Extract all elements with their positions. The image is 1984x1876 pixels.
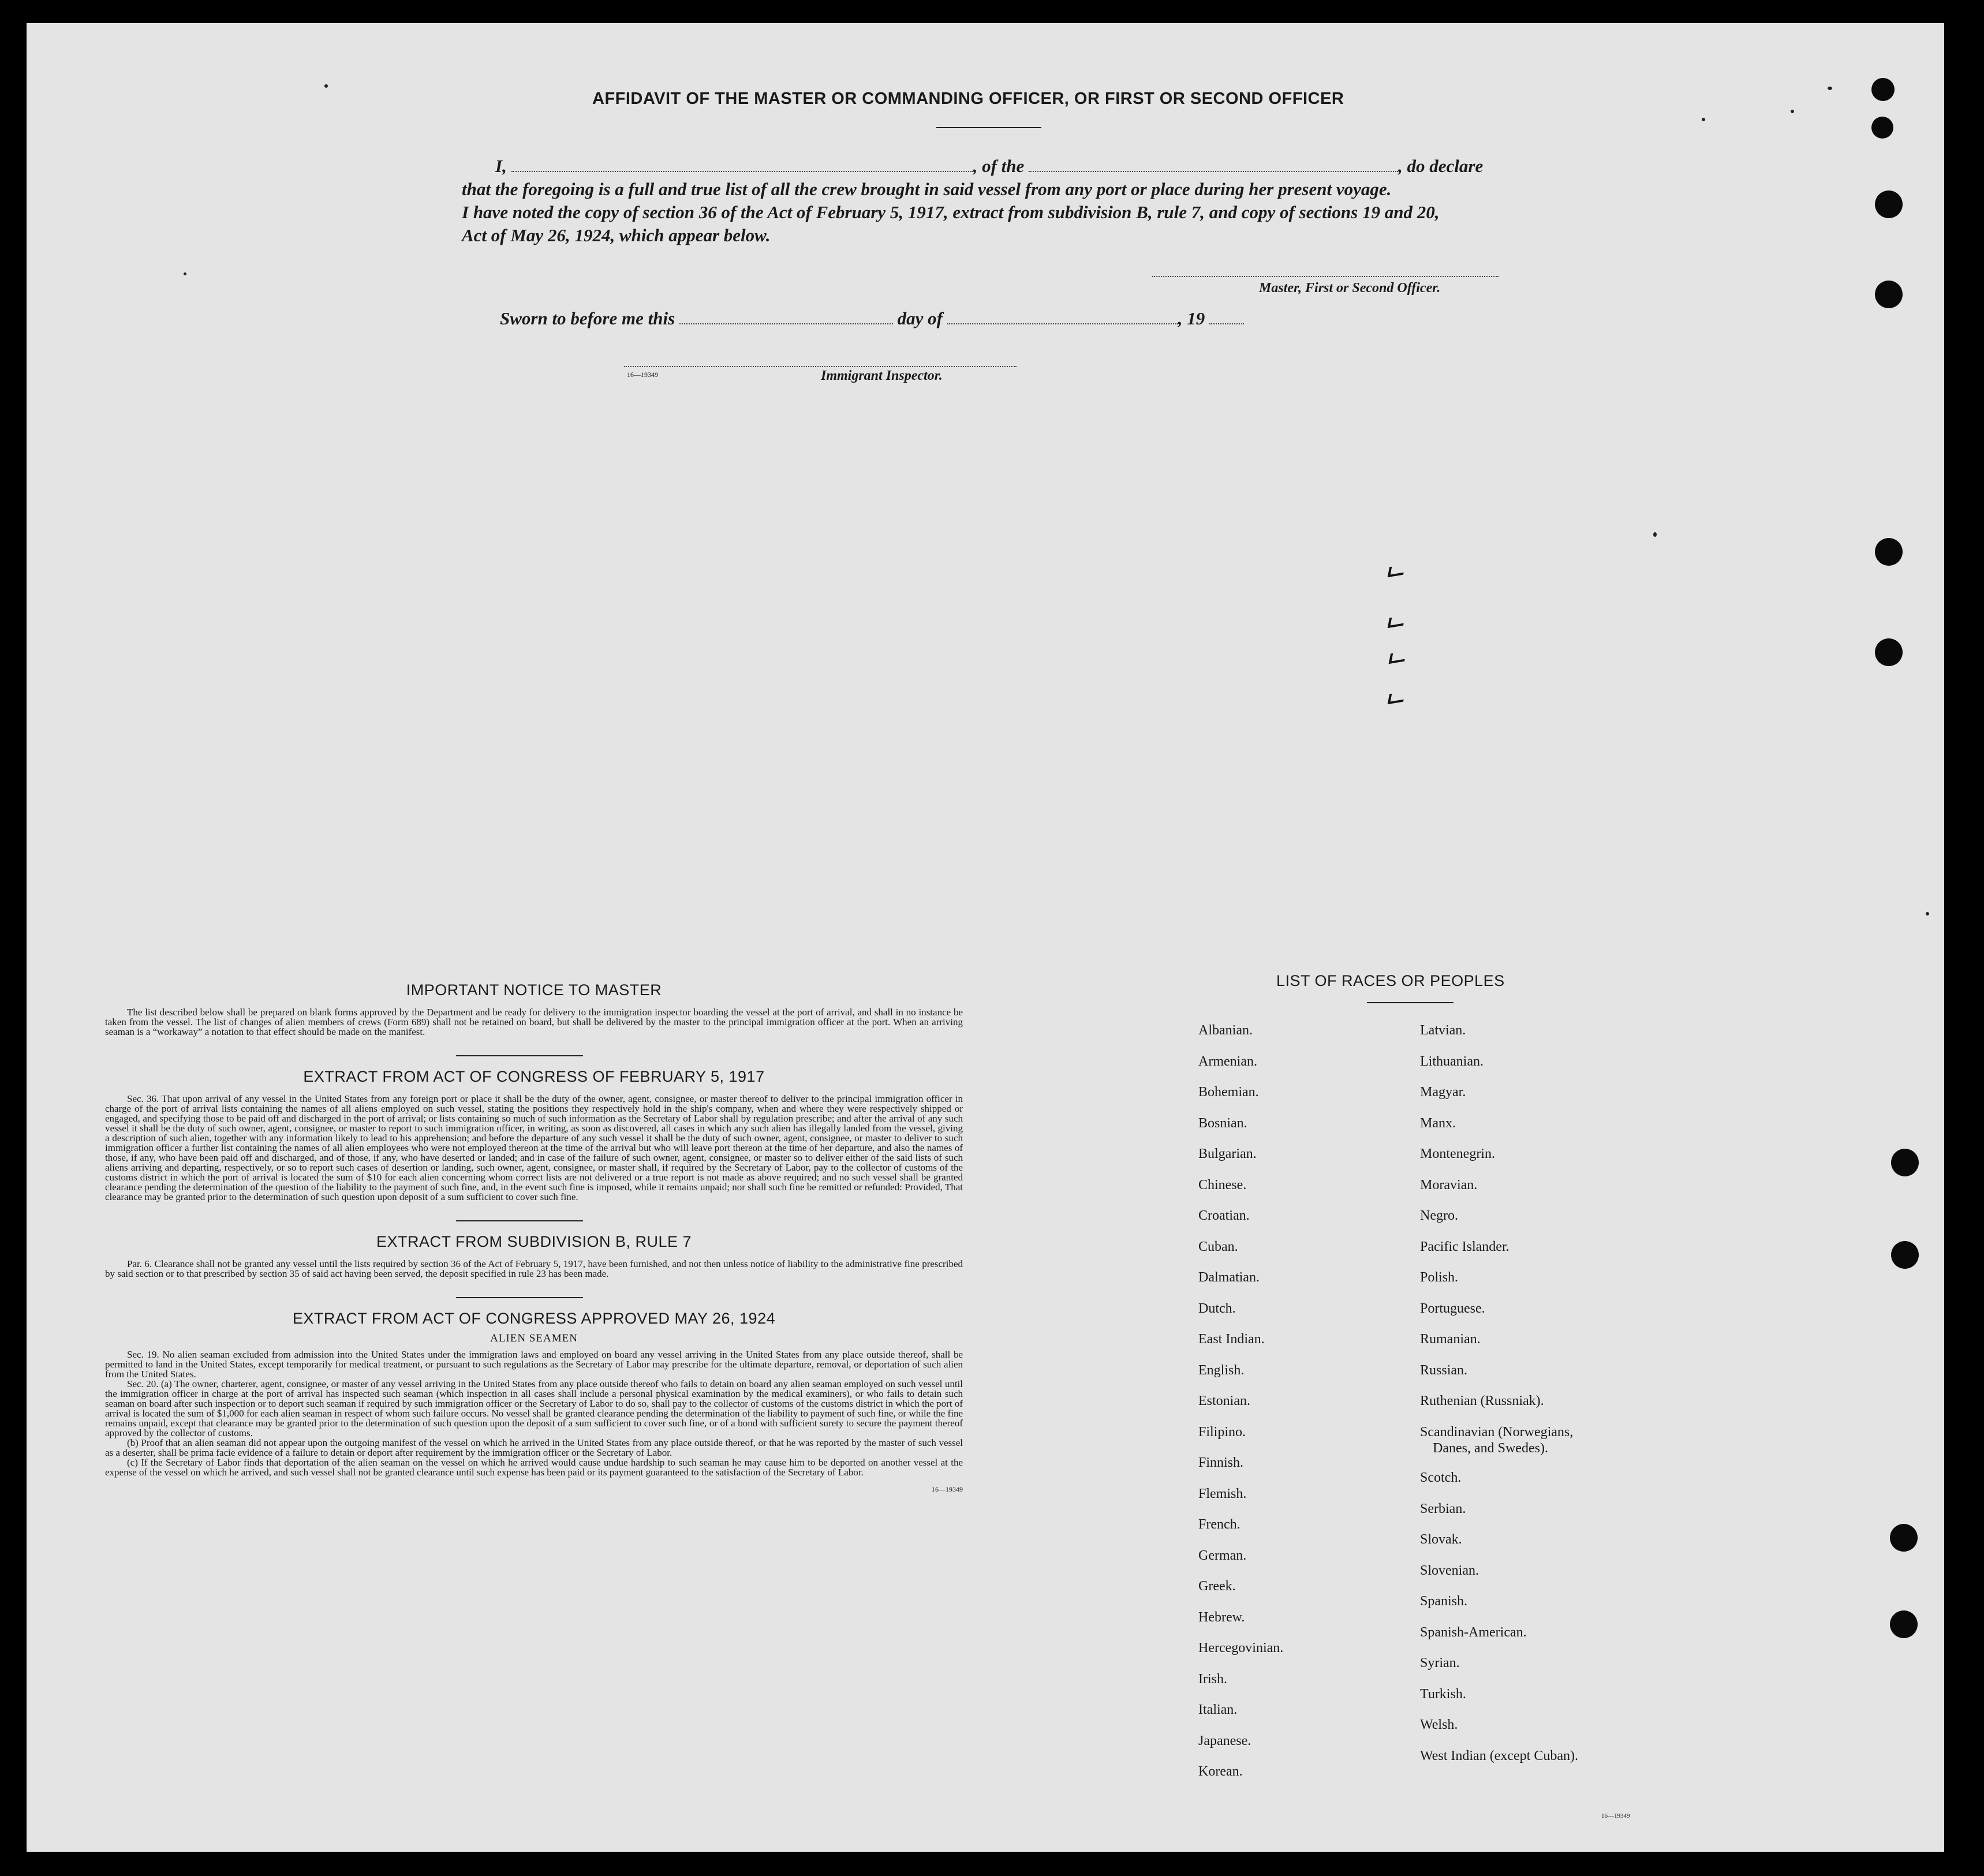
race-item: Croatian. xyxy=(1198,1208,1250,1223)
race-item: Latvian. xyxy=(1420,1023,1466,1038)
race-item: Estonian. xyxy=(1198,1393,1250,1408)
notice-paragraph: The list described below shall be prepared on blank forms approved by the Department and be ready for delivery to the immigration inspector boarding the vessel at the port of arrival, and shall in no instance be taken from the vessel. The list of changes of alien members of crews (Form 689) shall not be retained on board, but shall be delivered by the master to the principal immigration officer at the port. When an arriving seaman is a “workaway” a notation to that effect should be made on the manifest. xyxy=(105,1007,963,1037)
extract-1924-text xyxy=(105,1350,963,1477)
race-item: Rumanian. xyxy=(1420,1332,1481,1347)
race-item: Irish. xyxy=(1198,1671,1227,1687)
race-item: Spanish-American. xyxy=(1420,1624,1527,1640)
race-item: Syrian. xyxy=(1420,1655,1460,1671)
race-item: German. xyxy=(1198,1548,1247,1563)
declaration-i: I, xyxy=(495,156,507,176)
race-item: Slovak. xyxy=(1420,1532,1462,1547)
signature-line xyxy=(1152,276,1499,277)
dust-speck xyxy=(1926,912,1929,915)
race-item: Ruthenian (Russniak). xyxy=(1420,1393,1544,1408)
race-item: Spanish. xyxy=(1420,1594,1468,1609)
race-item: Hercegovinian. xyxy=(1198,1640,1284,1655)
sworn-year: , 19 xyxy=(1178,308,1205,328)
extract-1917-title: EXTRACT FROM ACT OF CONGRESS OF FEBRUARY 5, 1917 xyxy=(303,1068,765,1085)
binder-hole xyxy=(1891,1149,1919,1176)
race-item: French. xyxy=(1198,1517,1241,1532)
left-column xyxy=(105,981,963,1494)
binder-hole xyxy=(1871,78,1895,101)
race-item: Slovenian. xyxy=(1420,1563,1479,1578)
race-item: Albanian. xyxy=(1198,1023,1253,1038)
races-right-column xyxy=(1420,1023,1662,1819)
race-item: Cuban. xyxy=(1198,1239,1238,1254)
dust-speck xyxy=(1653,532,1657,537)
rule-7-text xyxy=(105,1259,963,1279)
race-item: Portuguese. xyxy=(1420,1301,1485,1316)
section-19-paragraph: Sec. 19. No alien seaman excluded from admission into the United States under the immigration laws and employed on board any vessel arriving in the United States from any place outside thereof, shall be permitted to land in the United States, except temporarily for medical treatment, or pursuant to such regulations as the Secretary of Labor may prescribe for the ultimate departure, removal, or deportation of such alien from the United States. xyxy=(105,1349,963,1380)
race-item: English. xyxy=(1198,1362,1245,1378)
declaration-line-2: that the foregoing is a full and true list of all the crew brought in said vessel from any port or place during her present voyage. xyxy=(462,179,1392,199)
races-form-number: 16—19349 xyxy=(1601,1813,1630,1819)
section-20a-paragraph: Sec. 20. (a) The owner, charterer, agent, consignee, or master of any vessel arriving in the United States from any place outside thereof who fails to detain on board any alien seaman employed on such vessel until the immigration officer in charge at the port of arrival has inspected such seaman (which inspection in all cases shall include a personal physical examination by the medical examiners), or who fails to detain such seaman on board after such inspection or to deport such seaman if required by such immigration officer or the Secretary of Labor to do so, shall pay to the collector of customs of the customs district in which the port of arrival is located the sum of $1,000 for each alien seaman in respect of whom such failure occurs. No vessel shall be granted clearance pending the determination of the liability to payment of such fine, or while the fine remains unpaid, except that clearance may be granted prior to the determination of such question upon the deposit of a sum sufficient to cover such fine, or of a bond with sufficient surety to secure the payment thereof approved by the collector of customs. xyxy=(105,1378,963,1438)
dust-speck xyxy=(1791,110,1794,113)
sworn-year-blank xyxy=(1209,323,1244,324)
race-item: Filipino. xyxy=(1198,1424,1246,1440)
binder-hole xyxy=(1891,1241,1919,1269)
race-item: Greek. xyxy=(1198,1579,1236,1594)
race-item: West Indian (except Cuban). xyxy=(1420,1748,1578,1763)
affidavit-form-number: 16—19349 xyxy=(627,371,658,379)
race-item: East Indian. xyxy=(1198,1332,1265,1347)
race-item: Lithuanian. xyxy=(1420,1053,1484,1069)
section-36-paragraph: Sec. 36. That upon arrival of any vessel in the United States from any foreign port or place it shall be the duty of the owner, agent, consignee, or master thereof to deliver to the principal immigration officer in charge of the port of arrival lists containing the names of all aliens employed on such vessel, stating the positions they respectively hold in the ship's company, when and where they were respectively shipped or engaged, and specifying those to be paid off and discharged in the port of arrival; or lists containing so much of such information as the Secretary of Labor shall by regulation prescribe; and after the arrival of any such vessel it shall be the duty of such owner, agent, consignee, or master to report to such immigration officer, in writing, as soon as discovered, all cases in which any such alien has illegally landed from the vessel, giving a description of such alien, together with any information likely to lead to his apprehension; and before the departure of any such vessel it shall be the duty of such owner, agent, consignee, or master to deliver to such immigration officer a further list containing the names of all alien employees who were not employed thereon at the time of the arrival but who will leave port thereon at the time of her departure, and also the names of those, if any, who have been paid off and discharged, and of those, if any, who have deserted or landed; and in case of the failure of such owner, agent, consignee, or master so to deliver either of the said lists of such aliens arriving and departing, respectively, or so to report such cases of desertion or landing, such owner, agent, consignee, or master shall, if required by the Secretary of Labor, pay to the collector of customs of the customs district in which the port of arrival is located the sum of $10 for each alien concerning whom correct lists are not delivered or a true report is not made as above required; and no such vessel shall be granted clearance pending the determination of the question of the liability to the payment of such fine, and, in the event such fine is imposed, while it remains unpaid; nor shall such fine be remitted or refunded: Provided, That clearance may be granted prior to the determination of such question upon deposit of a sum sufficient to cover such fine. xyxy=(105,1093,963,1202)
binder-hole xyxy=(1890,1610,1918,1638)
declaration-line-4: Act of May 26, 1924, which appear below. xyxy=(462,225,771,245)
declaration-line-3: I have noted the copy of section 36 of the Act of February 5, 1917, extract from subdivision B, rule 7, and copy of sections 19 and 20, xyxy=(462,202,1440,222)
extract-form-number: 16—19349 xyxy=(932,1485,963,1493)
check-mark-icon xyxy=(1388,565,1406,577)
check-mark-icon xyxy=(1388,615,1406,628)
race-item: Dutch. xyxy=(1198,1301,1236,1316)
binder-hole xyxy=(1875,538,1903,566)
binder-hole xyxy=(1875,190,1903,218)
check-mark-icon xyxy=(1388,692,1406,704)
document-page xyxy=(27,23,1944,1852)
alien-seamen-subtitle: ALIEN SEAMEN xyxy=(490,1332,578,1344)
declaration-line-1 xyxy=(495,155,1483,178)
binder-hole xyxy=(1890,1524,1918,1552)
race-item: Japanese. xyxy=(1198,1733,1251,1748)
declaration-do-declare: , do declare xyxy=(1398,156,1484,176)
race-item: Turkish. xyxy=(1420,1686,1466,1702)
vessel-blank xyxy=(1029,171,1398,172)
race-item: Armenian. xyxy=(1198,1053,1257,1069)
rule-7-title: EXTRACT FROM SUBDIVISION B, RULE 7 xyxy=(376,1233,692,1250)
races-title-underline xyxy=(1367,1002,1454,1003)
race-item: Finnish. xyxy=(1198,1455,1244,1470)
binder-hole xyxy=(1871,117,1893,139)
race-item: Scandinavian (Norwegians, xyxy=(1420,1424,1574,1440)
sworn-text: Sworn to before me this xyxy=(500,308,675,328)
race-item: Welsh. xyxy=(1420,1717,1458,1732)
sworn-day-of: day of xyxy=(897,308,943,328)
race-item: Magyar. xyxy=(1420,1085,1466,1100)
race-item: Italian. xyxy=(1198,1702,1238,1717)
name-blank xyxy=(511,171,973,172)
dust-speck xyxy=(1702,118,1705,121)
dust-speck xyxy=(184,272,186,275)
extract-1917-text xyxy=(105,1094,963,1202)
section-20c-paragraph: (c) If the Secretary of Labor finds that deportation of the alien seaman on the vessel on which he arrived would cause undue hardship to such seaman he may cause him to be deported on another vessel at the expense of the vessel on which he arrived, and such vessel shall not be granted clearance until such expense has been paid or its payment guaranteed to the satisfaction of the Secretary of Labor. xyxy=(105,1457,963,1478)
race-item: Bulgarian. xyxy=(1198,1146,1257,1161)
binder-hole xyxy=(1875,638,1903,666)
inspector-caption: Immigrant Inspector. xyxy=(821,368,943,383)
title-underline xyxy=(936,127,1041,128)
extract-1924-title: EXTRACT FROM ACT OF CONGRESS APPROVED MAY 26, 1924 xyxy=(292,1310,776,1327)
race-item: Bosnian. xyxy=(1198,1115,1247,1131)
race-item: Danes, and Swedes). xyxy=(1433,1440,1548,1456)
dust-speck xyxy=(324,84,328,88)
sworn-month-blank xyxy=(947,323,1178,324)
binder-hole xyxy=(1875,281,1903,308)
race-item: Russian. xyxy=(1420,1362,1468,1378)
signature-caption: Master, First or Second Officer. xyxy=(1259,281,1441,296)
check-mark-icon xyxy=(1389,651,1407,664)
affidavit-title: AFFIDAVIT OF THE MASTER OR COMMANDING OFFICER, OR FIRST OR SECOND OFFICER xyxy=(592,89,1344,108)
section-20b-paragraph: (b) Proof that an alien seaman did not appear upon the outgoing manifest of the vessel on which he arrived in the United States from any place outside thereof, or that he was reported by the master of such vessel as a deserter, shall be prima facie evidence of a failure to detain or deport after requirement by the immigration officer or the Secretary of Labor. xyxy=(105,1437,963,1458)
race-item: Hebrew. xyxy=(1198,1609,1245,1625)
race-item: Montenegrin. xyxy=(1420,1146,1495,1161)
sworn-line xyxy=(500,307,1244,330)
race-item: Polish. xyxy=(1420,1270,1459,1285)
race-item: Flemish. xyxy=(1198,1486,1247,1501)
dust-speck xyxy=(1828,87,1832,90)
race-item: Chinese. xyxy=(1198,1177,1247,1193)
notice-title: IMPORTANT NOTICE TO MASTER xyxy=(406,981,662,999)
race-item: Dalmatian. xyxy=(1198,1270,1260,1285)
divider-1 xyxy=(456,1055,583,1056)
races-title: LIST OF RACES OR PEOPLES xyxy=(1276,972,1505,989)
notice-text xyxy=(105,1007,963,1037)
race-item: Negro. xyxy=(1420,1208,1458,1223)
race-item: Serbian. xyxy=(1420,1501,1466,1516)
inspector-line xyxy=(624,366,1017,367)
races-left-column xyxy=(1198,1023,1372,1819)
race-item: Bohemian. xyxy=(1198,1085,1259,1100)
race-item: Pacific Islander. xyxy=(1420,1239,1510,1254)
sworn-day-blank xyxy=(679,323,893,324)
race-item: Manx. xyxy=(1420,1115,1456,1131)
race-item: Moravian. xyxy=(1420,1177,1478,1193)
divider-3 xyxy=(456,1297,583,1298)
rule-7-paragraph: Par. 6. Clearance shall not be granted any vessel until the lists required by section 36 of the Act of February 5, 1917, have been furnished, and not then unless notice of liability to the administrative fine prescribed by said section or to that prescribed by section 35 of said act having been served, the deposit specified in rule 23 has been made. xyxy=(105,1258,963,1279)
race-item: Scotch. xyxy=(1420,1470,1462,1485)
divider-2 xyxy=(456,1220,583,1221)
declaration-of-the: , of the xyxy=(973,156,1025,176)
race-item: Korean. xyxy=(1198,1764,1243,1779)
